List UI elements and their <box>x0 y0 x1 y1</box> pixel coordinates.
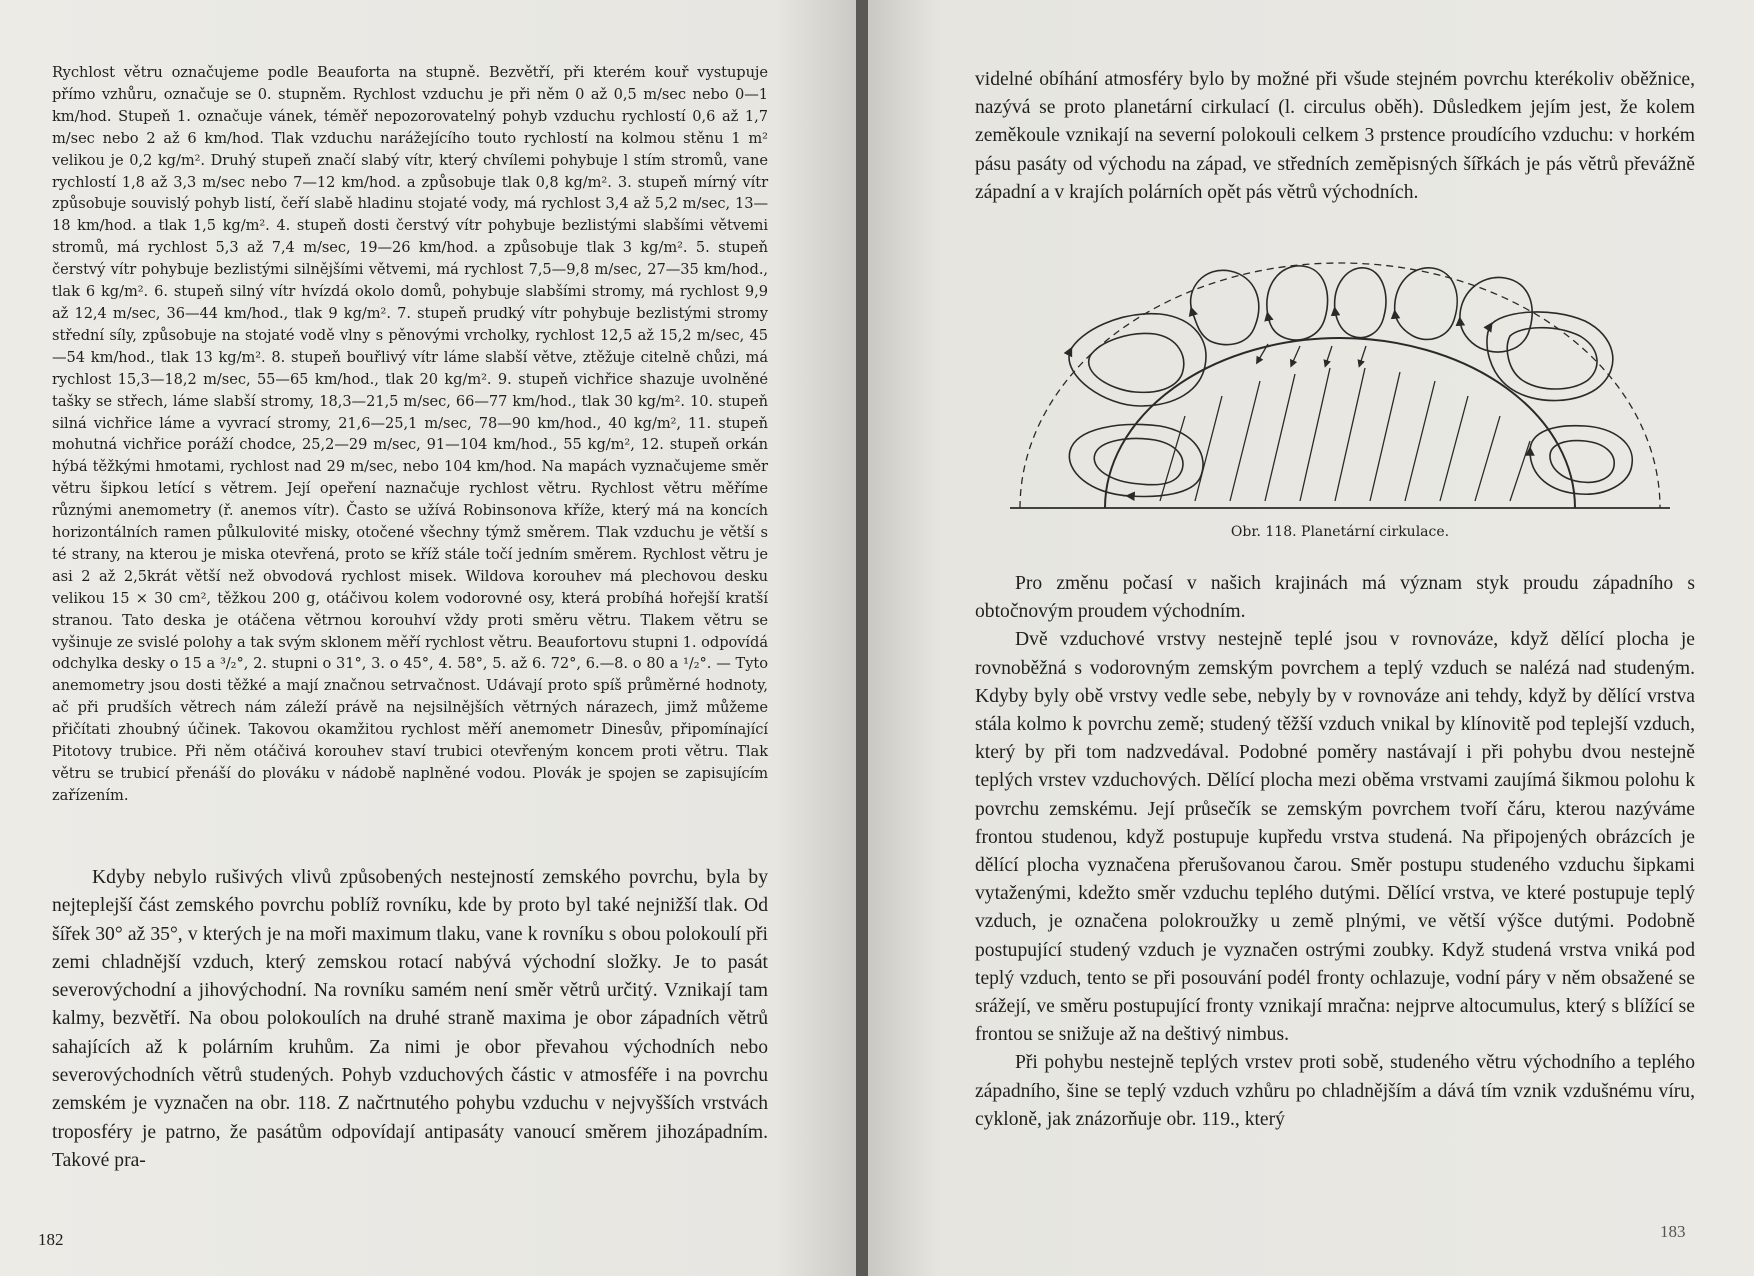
earth-surface <box>1105 338 1575 508</box>
atmosphere-boundary <box>1020 263 1660 508</box>
body-paragraph: Pro změnu počasí v našich krajinách má význam styk proudu západního s obtočnovým proudem východním. <box>975 573 1695 623</box>
figure-caption: Obr. 118. Planetární cirkulace. <box>1230 524 1450 540</box>
planetary-circulation-figure <box>1010 256 1670 518</box>
beaufort-scale-paragraph <box>52 62 768 807</box>
fronts-section <box>975 570 1695 1134</box>
body-paragraph: Dvě vzduchové vrstvy nestejně teplé jsou v rovnováze, když dělící plocha je rovnoběžná s vodorovným zemským povrchem a teplý vzduch se nalézá nad studeným. Kdyby byly obě vrstvy vedle sebe, nebyly by v rovnováze ani tehdy, když by dělící vrstva stála kolmo k povrchu země; studený těžší vzduch vnikal by klínovitě pod teplejší vzduch, který by při tom nadzvedával. Podobné poměry nastávají i při pohybu dvou nestejně teplých vrstev vzduchových. Dělící plocha mezi oběma vrstvami zaujímá šikmou polohu k povrchu zemskému. Její průsečík se zemským povrchem tvoří čáru, kterou nazýváme frontou studenou, když postupuje kupředu vrstva studená. Na připojených obrázcích je dělící plocha vyznačena přerušovanou čarou. Směr postupu studeného vzduchu šipkami vytaženými, kdežto směr vzduchu teplého dutými. Dělící vrstva, ve které postupuje teplý vzduch, je označena polokroužky u země plnými, ve větší výšce dutými. Podobně postupující studený vzduch je vyznačen ostrými zoubky. Když studená vrstva vniká pod teplý vzduch, tento se při posouvání podél fronty ochlazuje, vodní páry v něm obsažené se srážejí, ve směru postupující fronty vznikají mračna: nejprve altocumulus, který s blížící se frontou se snižuje až na deštivý nimbus. <box>975 629 1695 1046</box>
hatched-earth <box>1160 368 1530 501</box>
page-number-right: 183 <box>1660 1222 1686 1241</box>
body-paragraph: Při pohybu nestejně teplých vrstev proti sobě, studeného větru východního a teplého západního, šine se teplý vzduch vzhůru po chladnějším a dává tím vznik vzdušnému víru, cykloně, jak znázorňuje obr. 119., který <box>975 1052 1695 1130</box>
page-number-left: 182 <box>38 1230 64 1249</box>
planetary-circulation-paragraph <box>52 864 768 1175</box>
body-text: Kdyby nebylo rušivých vlivů způsobených nestejností zemského povrchu, byla by nejteplejší část zemského povrchu poblíž rovníku, kde by proto byl také nejnižší tlak. Od šířek 30° až 35°, v kterých je na moři maximum tlaku, vane k rovníku s obou polokoulí při zemi chladnější vzduch, který zemskou rotací nabývá východní složky. Je to pasát severovýchodní a jihovýchodní. Na rovníku samém není směr větrů určitý. Vznikají tam kalmy, bezvětří. Na obou polokoulích na druhé straně maxima je obor západních větrů sahajících až k polárním kruhům. Za nimi je obor převahou východních nebo severovýchodních větrů studených. Pohyb vzduchových částic v atmosféře i na povrchu zemském je vyznačen na obr. 118. Z načrtnutého pohybu vzduchu v nejvyšších vrstvách troposféry je patrno, že pasátům odpovídají antipasáty vanoucí směrem jihozápadním. Takové pra- <box>52 867 768 1171</box>
surface-arrows <box>1258 344 1366 364</box>
left-page <box>0 0 862 1276</box>
body-text: videlné obíhání atmosféry bylo by možné při všude stejném povrchu kterékoliv oběžnice, nazývá se proto planetární cirkulací (l. circulus oběh). Důsledkem jejím jest, že kolem zeměkoule vznikají na severní polokouli celkem 3 prstence proudícího vzduchu: v horkém pásu pasáty od východu na západ, ve středních zeměpisných šířkách je pás větrů převážně západní a v krajích polárních opět pás větrů východních. <box>975 69 1695 203</box>
circulation-cells <box>1069 266 1632 497</box>
small-print-text: Rychlost větru označujeme podle Beauforta na stupně. Bezvětří, při kterém kouř vystupuje přímo vzhůru, označuje se 0. stupněm. Rychlost vzduchu je při něm 0 až 0,5 m/sec nebo 0—1 km/hod. Stupeň 1. označuje vánek, téměř nepozorovatelný pohyb vzduchu rychlostí 0,6 až 1,7 m/sec nebo 2 až 6 km/hod. Tlak vzduchu narážejícího touto rychlostí na kolmou stěnu 1 m² velikou je 0,2 kg/m². Druhý stupeň značí slabý vítr, který chvílemi pohybuje l stím stromů, vane rychlostí 1,8 až 3,3 m/sec nebo 7—12 km/hod. a způsobuje tlak 0,8 kg/m². 3. stupeň mírný vítr způsobuje souvislý pohyb listí, čeří slabě hladinu stojaté vody, má rychlost 3,4 až 5,2 m/sec, 13—18 km/hod. a tlak 1,5 kg/m². 4. stupeň dosti čerstvý vítr pohybuje bezlistými slabšími větvemi stromů, má rychlost 5,3 až 7,4 m/sec, 19—26 km/hod. a způsobuje tlak 3 kg/m². 5. stupeň čerstvý vítr pohybuje bezlistými silnějšími větvemi, má rychlost 7,5—9,8 m/sec, 27—35 km/hod., tlak 6 kg/m². 6. stupeň silný vítr hvízdá okolo domů, pohybuje slabšími stromy, má rychlost 9,9 až 12,4 m/sec, 36—44 km/hod., tlak 9 kg/m². 7. stupeň prudký vítr pohybuje bezlistými stromy střední síly, způsobuje na stojaté vodě vlny s pěnovými vrcholky, rychlost 12,5 až 15,2 m/sec, 45—54 km/hod., tlak 13 kg/m². 8. stupeň bouřlivý vítr láme slabší větve, ztěžuje citelně chůzi, má rychlost 15,3—18,2 m/sec, 55—65 km/hod., tlak 20 kg/m². 9. stupeň vichřice shazuje uvolněné tašky se střech, láme slabší stromy, 18,3—21,5 m/sec, 66—77 km/hod., tlak 30 kg/m². 10. stupeň silná vichřice láme a vyvrací stromy, 21,6—25,1 m/sec, 78—90 km/hod., 40 kg/m², 11. stupeň mohutná vichřice poráží chodce, 25,2—29 m/sec, 91—104 km/hod., 55 kg/m², 12. stupeň orkán hýbá těžkými hmotami, rychlost nad 29 m/sec, nebo 104 km/hod. Na mapách vyznačujeme směr větru šipkou letící s větrem. Její opeření naznačuje rychlost větru. Rychlost větru měříme různými anemometry (ř. anemos vítr). Často se užívá Robinsonova kříže, který má na koncích horizontálních ramen půlkulovité misky, otočené všechny týmž směrem. Tlak vzduchu je větší s té strany, na kterou je miska otevřená, proto se kříž stále točí jedním směrem. Rychlost větru je asi 2 až 2,5krát větší než obvodová rychlost misek. Wildova korouhev má plechovou desku velikou 15 × 30 cm², těžkou 200 g, otáčivou kolem vodorovné osy, která probíhá hořejší kratší stranou. Tato deska je otáčena větrnou korouhví vždy proti směru větru. Tlakem větru se vyšinuje ze svislé polohy a tak svým sklonem měří rychlost větru. Beaufortovu stupni 1. odpovídá odchylka desky o 15 a ³/₂°, 2. stupni o 31°, 3. o 45°, 4. 58°, 5. až 6. 72°, 6.—8. o 80 a ¹/₂°. — Tyto anemometry jsou dosti těžké a mají značnou setrvačnost. Udávají proto spíš průměrné hodnoty, ač při prudších větrech nám záleží právě na nejsilnějších větrných nárazech, jimž můžeme přičítati zhoubný účinek. Takovou okamžitou rychlost měří anemometr Dinesův, připomínající Pitotovy trubice. Při něm otáčivá korouhev staví trubici otevřeným koncem proti větru. Tlak větru se trubicí přenáší do plováku v nádobě naplněné vodou. Plovák je spojen se zapisujícím zařízením. <box>52 64 768 804</box>
continuation-paragraph <box>975 66 1695 207</box>
